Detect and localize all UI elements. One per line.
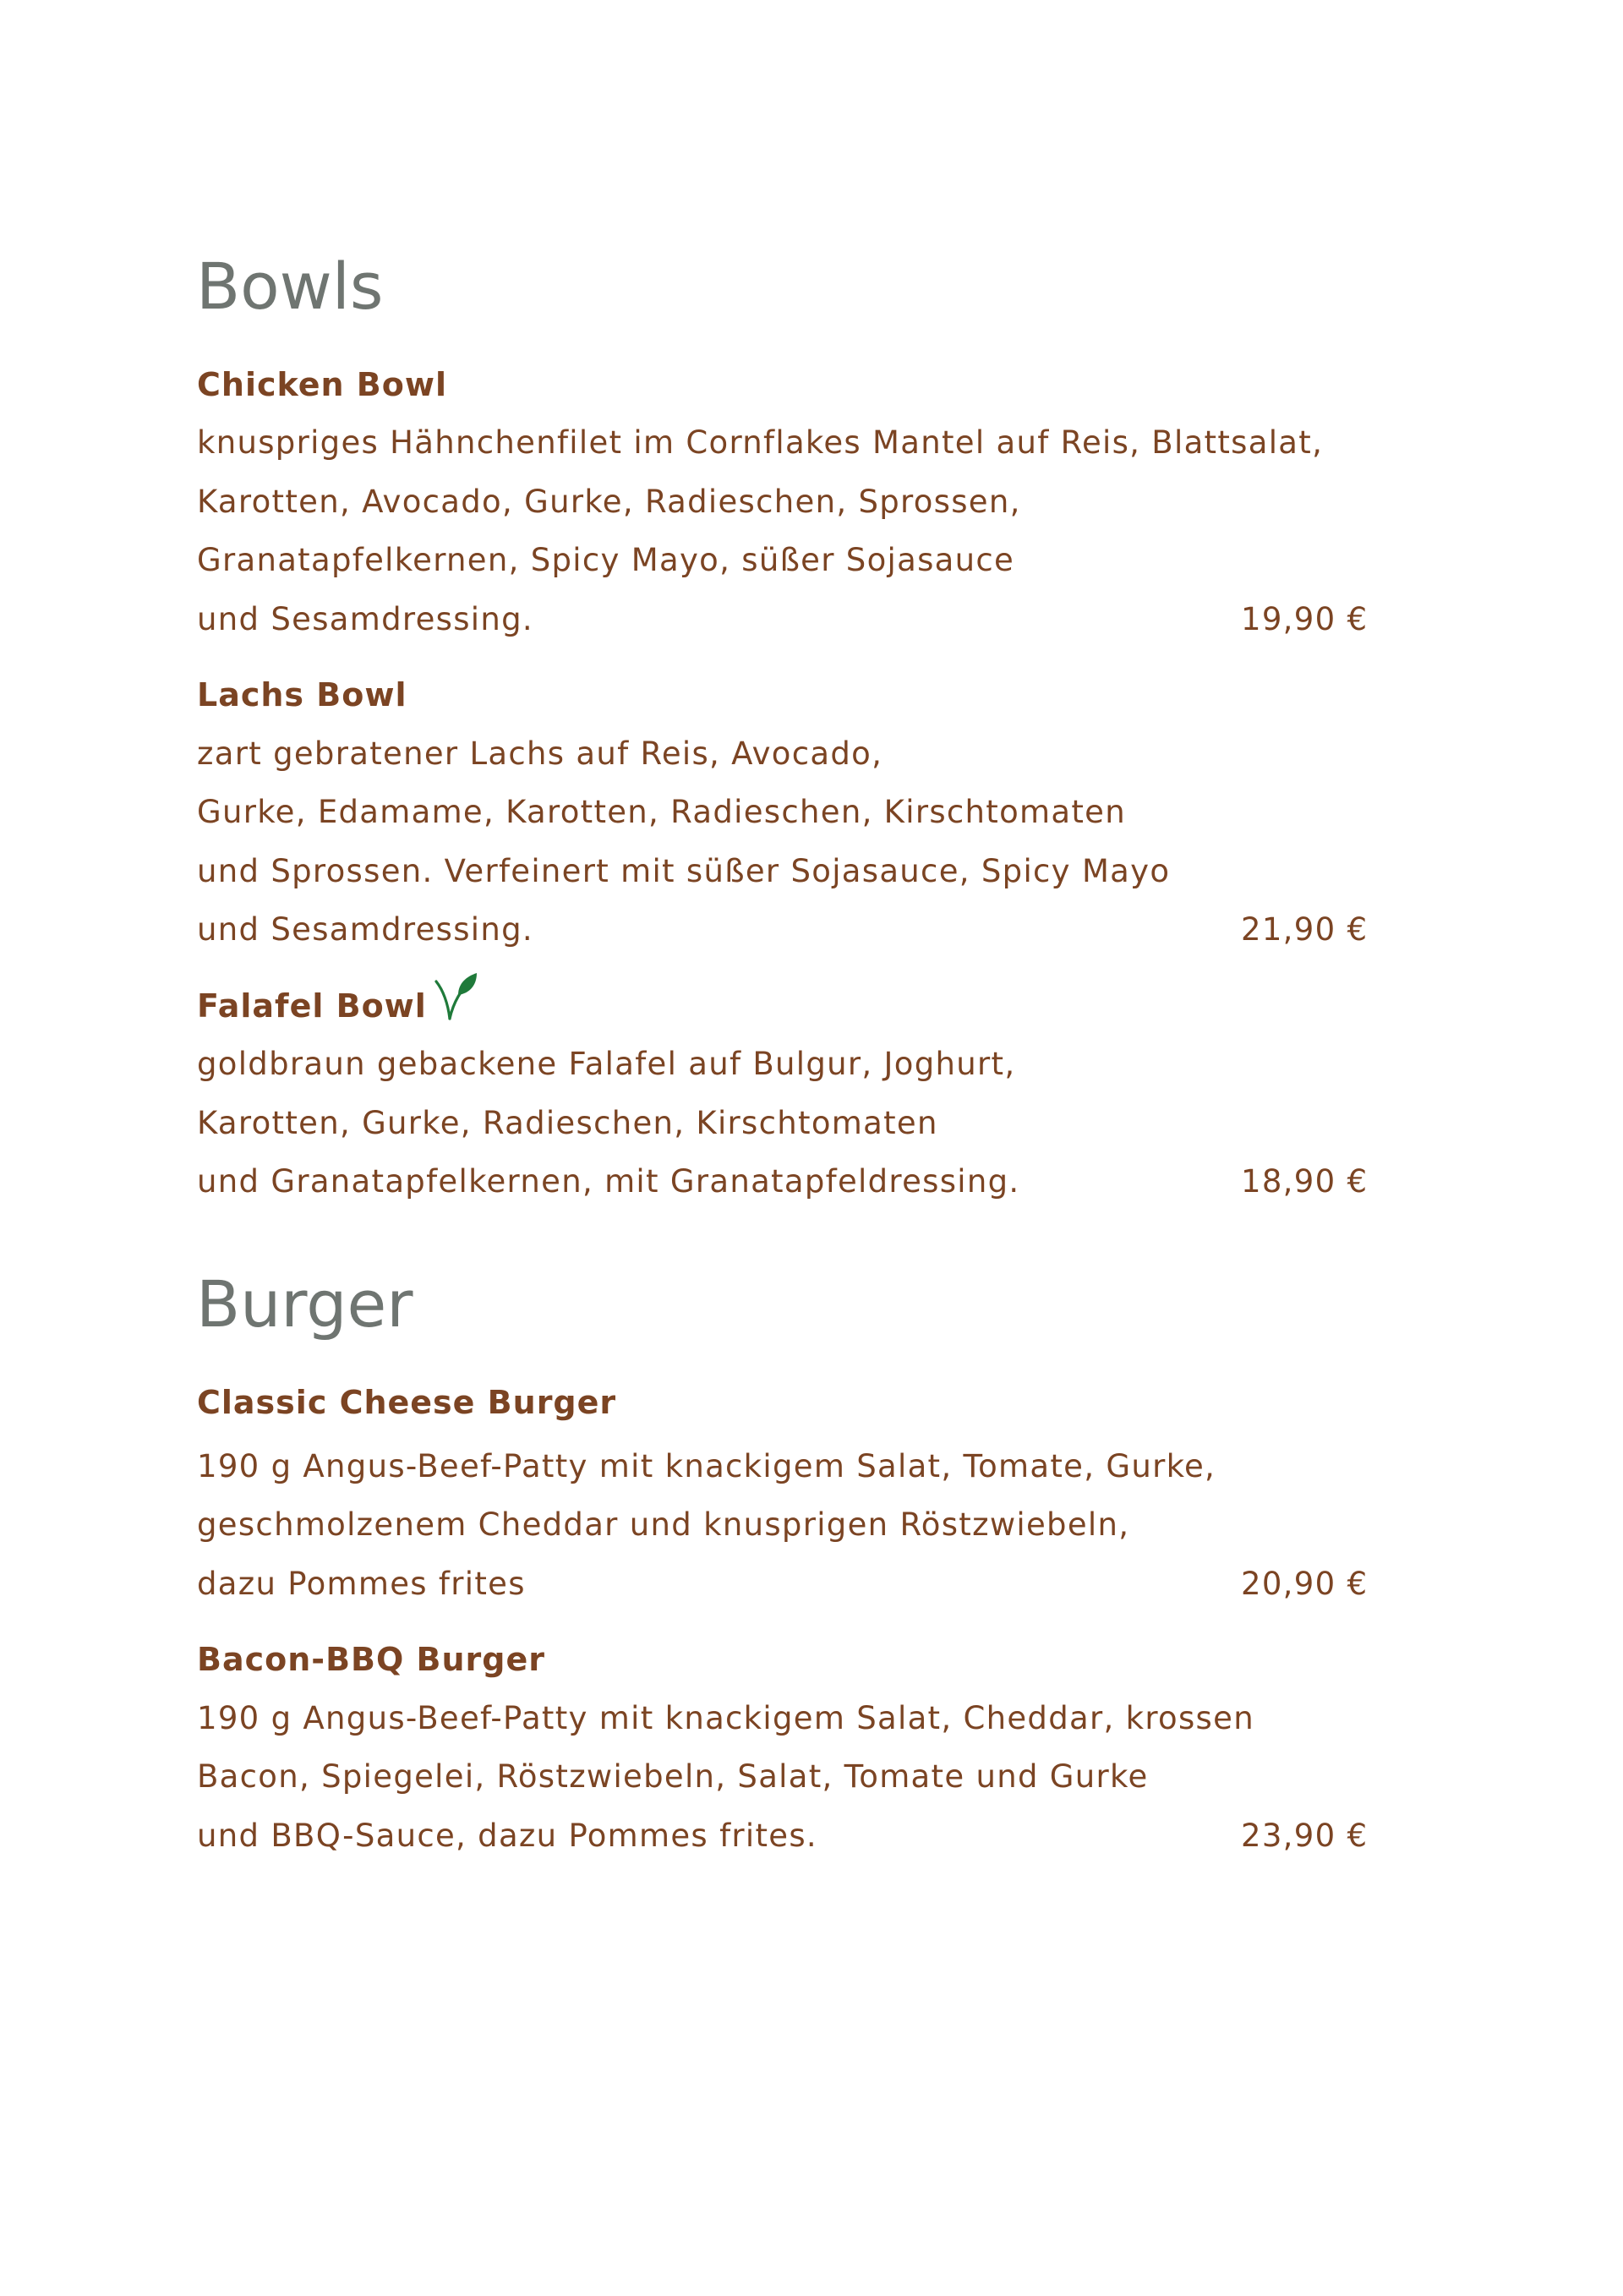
menu-item-description-line: Bacon, Spiegelei, Röstzwiebeln, Salat, Tomate und Gurke	[197, 1758, 1149, 1795]
menu-item-description-line: Gurke, Edamame, Karotten, Radieschen, Kirschtomaten	[197, 794, 1126, 830]
menu-item-name: Lachs Bowl	[197, 676, 407, 713]
menu-item-price: 18,90 €	[1241, 1163, 1369, 1200]
menu-item-description-line: und Sprossen. Verfeinert mit süßer Sojasauce, Spicy Mayo	[197, 853, 1171, 889]
menu-item-name: Classic Cheese Burger	[197, 1384, 617, 1421]
menu-item-description-line: und Granatapfelkernen, mit Granatapfeldressing.	[197, 1163, 1020, 1200]
menu-item-description-line: dazu Pommes frites	[197, 1566, 526, 1602]
menu-item-description-line: geschmolzenem Cheddar und knusprigen Röstzwiebeln,	[197, 1506, 1130, 1543]
menu-item-name: Chicken Bowl	[197, 366, 447, 403]
menu-item-price: 20,90 €	[1241, 1566, 1369, 1602]
section-title-burger: Burger	[196, 1266, 413, 1342]
menu-item-description-line: Karotten, Gurke, Radieschen, Kirschtomaten	[197, 1105, 938, 1141]
menu-item-name: Falafel Bowl	[197, 987, 427, 1025]
menu-item-description-line: und Sesamdressing.	[197, 911, 533, 948]
menu-item-description-line: 190 g Angus-Beef-Patty mit knackigem Salat, Tomate, Gurke,	[197, 1448, 1216, 1484]
menu-item-price: 21,90 €	[1241, 911, 1369, 948]
menu-item-description-line: und BBQ-Sauce, dazu Pommes frites.	[197, 1818, 817, 1854]
menu-item-price: 19,90 €	[1241, 601, 1369, 637]
menu-item-description-line: Granatapfelkernen, Spicy Mayo, süßer Sojasauce	[197, 542, 1015, 578]
vegan-leaf-icon	[433, 971, 480, 1024]
menu-item-description-line: und Sesamdressing.	[197, 601, 533, 637]
menu-item-description-line: 190 g Angus-Beef-Patty mit knackigem Salat, Cheddar, krossen	[197, 1700, 1254, 1736]
section-title-bowls: Bowls	[196, 249, 384, 324]
menu-item-price: 23,90 €	[1241, 1818, 1369, 1854]
menu-item-description-line: goldbraun gebackene Falafel auf Bulgur, Joghurt,	[197, 1046, 1016, 1082]
menu-item-description-line: Karotten, Avocado, Gurke, Radieschen, Sprossen,	[197, 484, 1021, 520]
menu-item-description-line: zart gebratener Lachs auf Reis, Avocado,	[197, 735, 883, 772]
menu-item-description-line: knuspriges Hähnchenfilet im Cornflakes Mantel auf Reis, Blattsalat,	[197, 424, 1324, 461]
menu-item-name: Bacon-BBQ Burger	[197, 1641, 545, 1678]
